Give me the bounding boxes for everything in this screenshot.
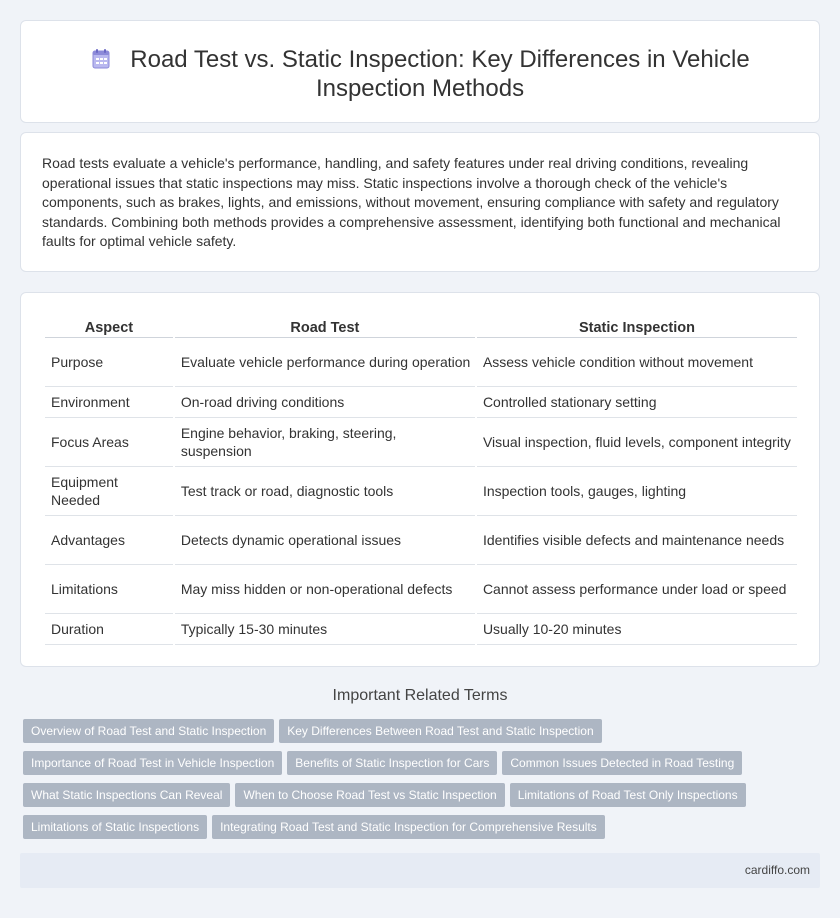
cell-aspect: Equipment Needed bbox=[45, 467, 173, 516]
related-term-tag[interactable]: Common Issues Detected in Road Testing bbox=[502, 751, 742, 775]
tag-row bbox=[23, 815, 813, 847]
cell-road-test: Engine behavior, braking, steering, suspension bbox=[175, 418, 475, 467]
footer-site-link[interactable]: cardiffo.com bbox=[744, 863, 810, 877]
footer bbox=[20, 853, 820, 888]
cell-aspect: Limitations bbox=[45, 565, 173, 614]
cell-static-inspection: Usually 10-20 minutes bbox=[477, 614, 797, 645]
cell-static-inspection: Inspection tools, gauges, lighting bbox=[477, 467, 797, 516]
related-term-tag[interactable]: Overview of Road Test and Static Inspection bbox=[23, 719, 274, 743]
cell-road-test: On-road driving conditions bbox=[175, 387, 475, 418]
related-term-tag[interactable]: When to Choose Road Test vs Static Inspection bbox=[235, 783, 504, 807]
related-term-tag[interactable]: Importance of Road Test in Vehicle Inspection bbox=[23, 751, 282, 775]
cell-road-test: Detects dynamic operational issues bbox=[175, 516, 475, 565]
table-row bbox=[45, 614, 797, 645]
related-term-tag[interactable]: Integrating Road Test and Static Inspection for Comprehensive Results bbox=[212, 815, 605, 839]
cell-static-inspection: Cannot assess performance under load or speed bbox=[477, 565, 797, 614]
cell-static-inspection: Identifies visible defects and maintenance needs bbox=[477, 516, 797, 565]
title-card bbox=[20, 20, 820, 123]
header-static-inspection: Static Inspection bbox=[477, 316, 797, 338]
cell-road-test: Test track or road, diagnostic tools bbox=[175, 467, 475, 516]
header-aspect: Aspect bbox=[45, 316, 173, 338]
tag-row bbox=[23, 719, 813, 751]
cell-static-inspection: Controlled stationary setting bbox=[477, 387, 797, 418]
summary-card bbox=[20, 132, 820, 272]
page-title-text: Road Test vs. Static Inspection: Key Differences in Vehicle Inspection Methods bbox=[130, 46, 750, 102]
tag-row bbox=[23, 783, 813, 815]
related-terms-heading: Important Related Terms bbox=[332, 687, 508, 704]
tag-row bbox=[23, 751, 813, 783]
related-term-tag[interactable]: What Static Inspections Can Reveal bbox=[23, 783, 230, 807]
cell-static-inspection: Visual inspection, fluid levels, component integrity bbox=[477, 418, 797, 467]
table-row bbox=[45, 565, 797, 614]
cell-aspect: Purpose bbox=[45, 338, 173, 387]
cell-aspect: Focus Areas bbox=[45, 418, 173, 467]
cell-road-test: May miss hidden or non-operational defects bbox=[175, 565, 475, 614]
summary-paragraph: Road tests evaluate a vehicle's performance, handling, and safety features under real driving conditions, revealing operational issues that static inspections may miss. Static inspections involve a thorough check of the vehicle's components, such as brakes, lights, and emissions, without movement, ensuring compliance with safety and regulatory standards. Combining both methods provides a comprehensive assessment, identifying both functional and mechanical faults for optimal vehicle safety. bbox=[42, 155, 781, 249]
related-term-tag[interactable]: Limitations of Static Inspections bbox=[23, 815, 207, 839]
related-term-tag[interactable]: Key Differences Between Road Test and Static Inspection bbox=[279, 719, 601, 743]
related-term-tag[interactable]: Benefits of Static Inspection for Cars bbox=[287, 751, 497, 775]
page-title bbox=[21, 45, 819, 103]
table-row bbox=[45, 467, 797, 516]
table-row bbox=[45, 418, 797, 467]
table-header-row bbox=[45, 316, 797, 338]
comparison-table-card bbox=[20, 292, 820, 667]
related-terms-tags bbox=[23, 719, 813, 847]
cell-road-test: Evaluate vehicle performance during operation bbox=[175, 338, 475, 387]
cell-static-inspection: Assess vehicle condition without movement bbox=[477, 338, 797, 387]
related-term-tag[interactable]: Limitations of Road Test Only Inspections bbox=[510, 783, 746, 807]
table-row bbox=[45, 387, 797, 418]
table-row bbox=[45, 338, 797, 387]
cell-aspect: Duration bbox=[45, 614, 173, 645]
cell-road-test: Typically 15-30 minutes bbox=[175, 614, 475, 645]
header-road-test: Road Test bbox=[175, 316, 475, 338]
document-icon bbox=[90, 48, 112, 70]
table-row bbox=[45, 516, 797, 565]
cell-aspect: Advantages bbox=[45, 516, 173, 565]
cell-aspect: Environment bbox=[45, 387, 173, 418]
comparison-table bbox=[43, 316, 799, 645]
